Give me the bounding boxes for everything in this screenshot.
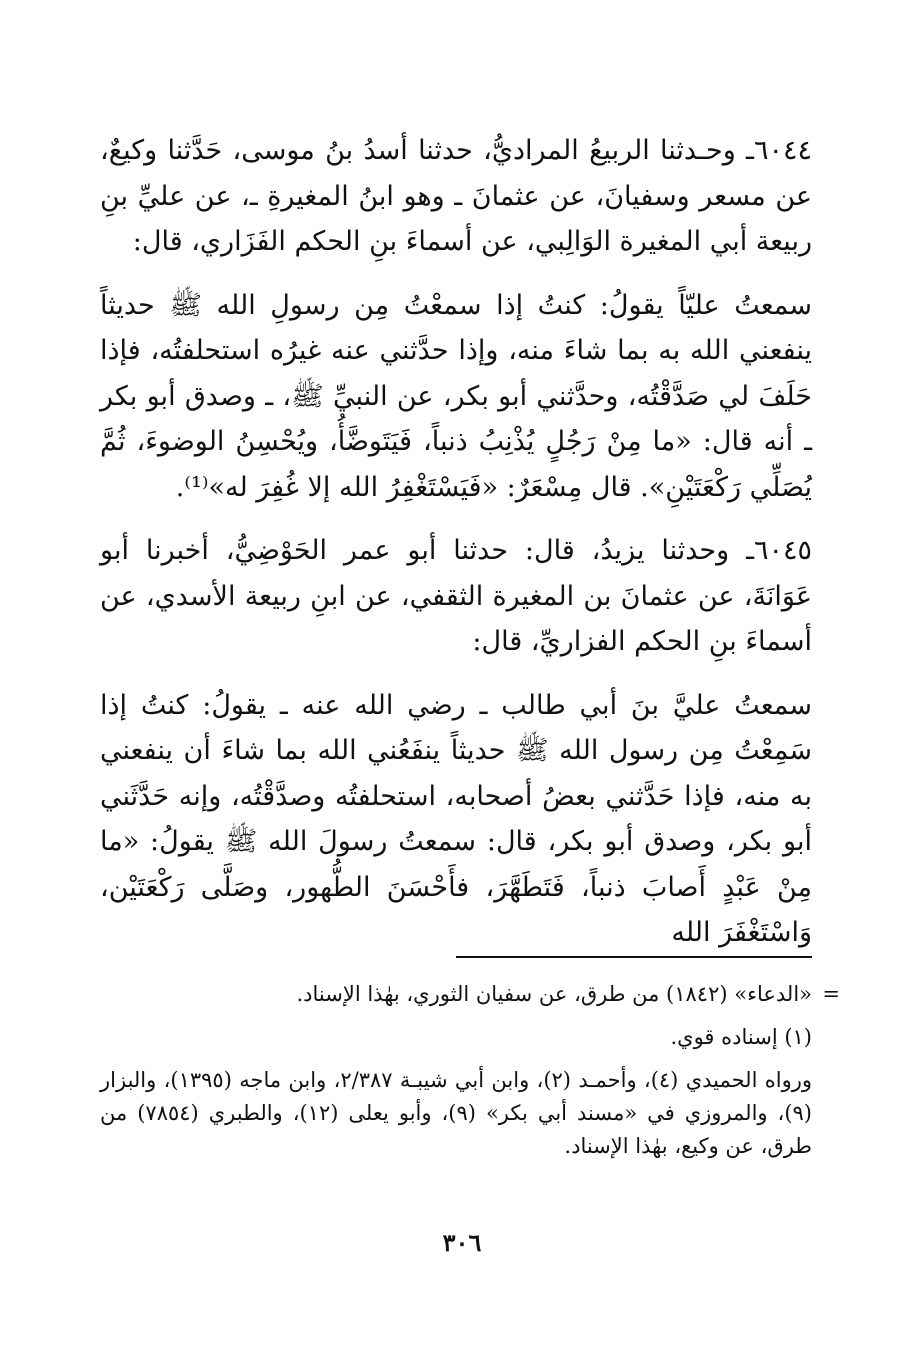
- footnote-continuation: [100, 978, 840, 1011]
- page-number: ٣٠٦: [442, 1228, 482, 1257]
- hadith-6044-text: سمعتُ عليّاً يقولُ: كنتُ إذا سمعْتُ مِن رسولِ الله ﷺ حديثاً ينفعني الله به بما شاءَ منه، وإذا حدَّثني عنه غيرُه استحلفتُه، فإذا حَلَفَ لي صَدَّقْتُه، وحدَّثني أبو بكر، عن النبيِّ ﷺ، ـ وصدق أبو بكر ـ أنه قال: «ما مِنْ رَجُلٍ يُذْنِبُ ذنباً، فَيَتَوضَّأُ، ويُحْسِنُ الوضوءَ، ثُمَّ يُصَلِّي رَكْعَتَيْنِ». قال مِسْعَرٌ: «فَيَسْتَغْفِرُ الله إلا غُفِرَ له»⁽¹⁾.: [100, 289, 812, 503]
- hadith-6044-isnad: ٦٠٤٤ـ وحـدثنا الربيعُ المراديُّ، حدثنا أسدُ بنُ موسى، حَدَّثنا وكيعٌ، عن مسعر وسفيانَ، عن عثمانَ ـ وهو ابنُ المغيرةِ ـ، عن عليِّ بنِ ربيعة أبي المغيرة الوَالِبي، عن أسماءَ بنِ الحكم الفَزَاري، قال:: [100, 135, 812, 257]
- footnote-continuation-text: «الدعاء» (١٨٤٢) من طرق، عن سفيان الثوري، بهٰذا الإسناد.: [296, 982, 812, 1006]
- hadith-6045-text: سمعتُ عليَّ بنَ أبي طالب ـ رضي الله عنه ـ يقولُ: كنتُ إذا سَمِعْتُ مِن رسول الله ﷺ حديثاً ينفَعُني الله بما شاءَ أن ينفعني به منه، فإذا حَدَّثني بعضُ أصحابه، استحلفتُه وصدَّقْتُه، وإنه حَدَّثَني أبو بكر، وصدق أبو بكر، قال: سمعتُ رسولَ الله ﷺ يقولُ: «ما مِنْ عَبْدٍ أَصابَ ذنباً، فَتَطَهَّرَ، فأَحْسَنَ الطُّهور، وصَلَّى رَكْعَتَيْن، وَاسْتَغْفَرَ الله: [100, 689, 812, 948]
- continuation-mark: =: [822, 982, 840, 1006]
- hadith-6045-isnad: ٦٠٤٥ـ وحدثنا يزيدُ، قال: حدثنا أبو عمر الحَوْضِيُّ، أخبرنا أبو عَوَانَةَ، عن عثمانَ بن المغيرة الثقفي، عن ابنِ ربيعة الأسدي، عن أسماءَ بنِ الحكم الفزاريِّ، قال:: [100, 535, 812, 657]
- main-text: [100, 128, 812, 974]
- footnote-1: (١) إسناده قوي.: [670, 1025, 812, 1049]
- footnote-1-detail: ورواه الحميدي (٤)، وأحمـد (٢)، وابن أبي شيبـة ٢/٣٨٧، وابن ماجه (١٣٩٥)، والبزار (٩)، والمروزي في «مسند أبي بكر» (٩)، وأبو يعلى (١٢)، والطبري (٧٨٥٤) من طرق، عن وكيع، بهٰذا الإسناد.: [100, 1068, 813, 1158]
- footnotes: [100, 978, 840, 1173]
- footnote-separator: [456, 956, 812, 958]
